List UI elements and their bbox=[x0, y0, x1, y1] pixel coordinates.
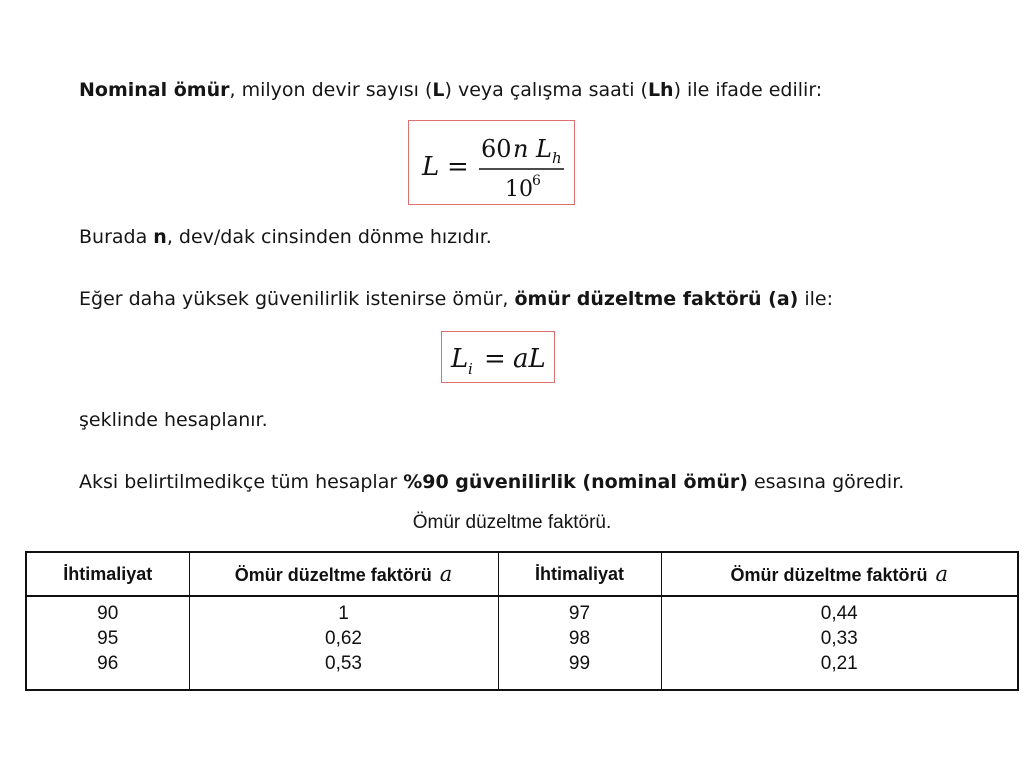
header-factor-left-label: Ömür düzeltme faktörü bbox=[234, 565, 432, 585]
reliability-text-1: Eğer daha yüksek güvenilirlik istenirse ömür, bbox=[79, 288, 515, 310]
adjusted-formula-equals: = bbox=[484, 344, 506, 374]
header-factor-left-symbol: a bbox=[439, 562, 453, 586]
table-body-row bbox=[26, 596, 1018, 690]
right-factor-cell bbox=[661, 596, 1018, 690]
speed-explanation bbox=[79, 225, 492, 249]
default-note-text-2: esasına göredir. bbox=[747, 471, 905, 493]
table-cell: 1 bbox=[338, 603, 349, 624]
formula-numerator-n: n bbox=[513, 135, 529, 163]
table-cell: 0,33 bbox=[820, 628, 858, 649]
left-probability-cell bbox=[26, 596, 189, 690]
left-factor-cell bbox=[189, 596, 498, 690]
explanation-text-2: , dev/dak cinsinden dönme hızıdır. bbox=[166, 226, 492, 248]
table-cell: 0,44 bbox=[820, 603, 858, 624]
default-reliability-note bbox=[79, 470, 904, 494]
table-cell: 0,62 bbox=[325, 628, 362, 649]
table-cell: 0,53 bbox=[325, 653, 362, 674]
term-nominal-life: Nominal ömür bbox=[79, 79, 230, 101]
header-factor-right-label: Ömür düzeltme faktörü bbox=[730, 565, 928, 585]
formula-denominator-exp: 6 bbox=[532, 173, 541, 189]
adjusted-formula-lhs: L bbox=[451, 344, 469, 374]
term-lh: Lh bbox=[647, 79, 674, 101]
formula-numerator-sub: h bbox=[552, 149, 562, 167]
adjusted-life-formula bbox=[441, 331, 555, 383]
table-caption: Ömür düzeltme faktörü. bbox=[412, 512, 612, 533]
right-probability-cell bbox=[498, 596, 661, 690]
table-header-row bbox=[26, 552, 1018, 596]
reliability-text-2: ile: bbox=[798, 288, 834, 310]
calculation-note: şeklinde hesaplanır. bbox=[79, 409, 268, 431]
term-adjustment-factor: ömür düzeltme faktörü (a) bbox=[514, 288, 799, 310]
table-cell: 96 bbox=[97, 653, 119, 674]
header-factor-right-symbol: a bbox=[935, 562, 949, 586]
header-factor-right bbox=[661, 552, 1018, 596]
formula-denominator-base: 10 bbox=[505, 177, 533, 202]
table-cell: 95 bbox=[97, 628, 119, 649]
table-cell: 97 bbox=[568, 603, 591, 624]
intro-text-3: ) ile ifade edilir: bbox=[673, 79, 823, 101]
explanation-text-1: Burada bbox=[79, 226, 154, 248]
formula-numerator-l: L bbox=[536, 135, 552, 163]
adjusted-formula-lhs-sub: i bbox=[468, 360, 473, 378]
adjusted-life-formula-graphic bbox=[442, 332, 556, 384]
life-adjustment-factor-table bbox=[25, 551, 1019, 691]
formula-lhs: L bbox=[422, 152, 440, 182]
intro-text-2: ) veya çalışma saati ( bbox=[444, 79, 648, 101]
default-note-text-1: Aksi belirtilmedikçe tüm hesaplar bbox=[79, 471, 404, 493]
term-n: n bbox=[153, 226, 167, 248]
nominal-life-intro bbox=[79, 78, 822, 102]
table-cell: 0,21 bbox=[820, 653, 858, 674]
table-cell: 99 bbox=[568, 653, 591, 674]
formula-numerator-coef: 60 bbox=[481, 135, 512, 163]
adjusted-formula-rhs: aL bbox=[513, 344, 546, 374]
reliability-intro bbox=[79, 287, 833, 311]
nominal-life-formula-graphic bbox=[409, 121, 576, 206]
term-l: L bbox=[432, 79, 445, 101]
table-cell: 98 bbox=[568, 628, 591, 649]
header-probability-right: İhtimaliyat bbox=[498, 552, 661, 596]
nominal-life-formula bbox=[408, 120, 575, 205]
table-cell: 90 bbox=[97, 603, 119, 624]
header-probability-left: İhtimaliyat bbox=[26, 552, 189, 596]
term-default-reliability: %90 güvenilirlik (nominal ömür) bbox=[403, 471, 748, 493]
formula-equals: = bbox=[447, 152, 469, 182]
header-factor-left bbox=[189, 552, 498, 596]
intro-text-1: , milyon devir sayısı ( bbox=[229, 79, 433, 101]
